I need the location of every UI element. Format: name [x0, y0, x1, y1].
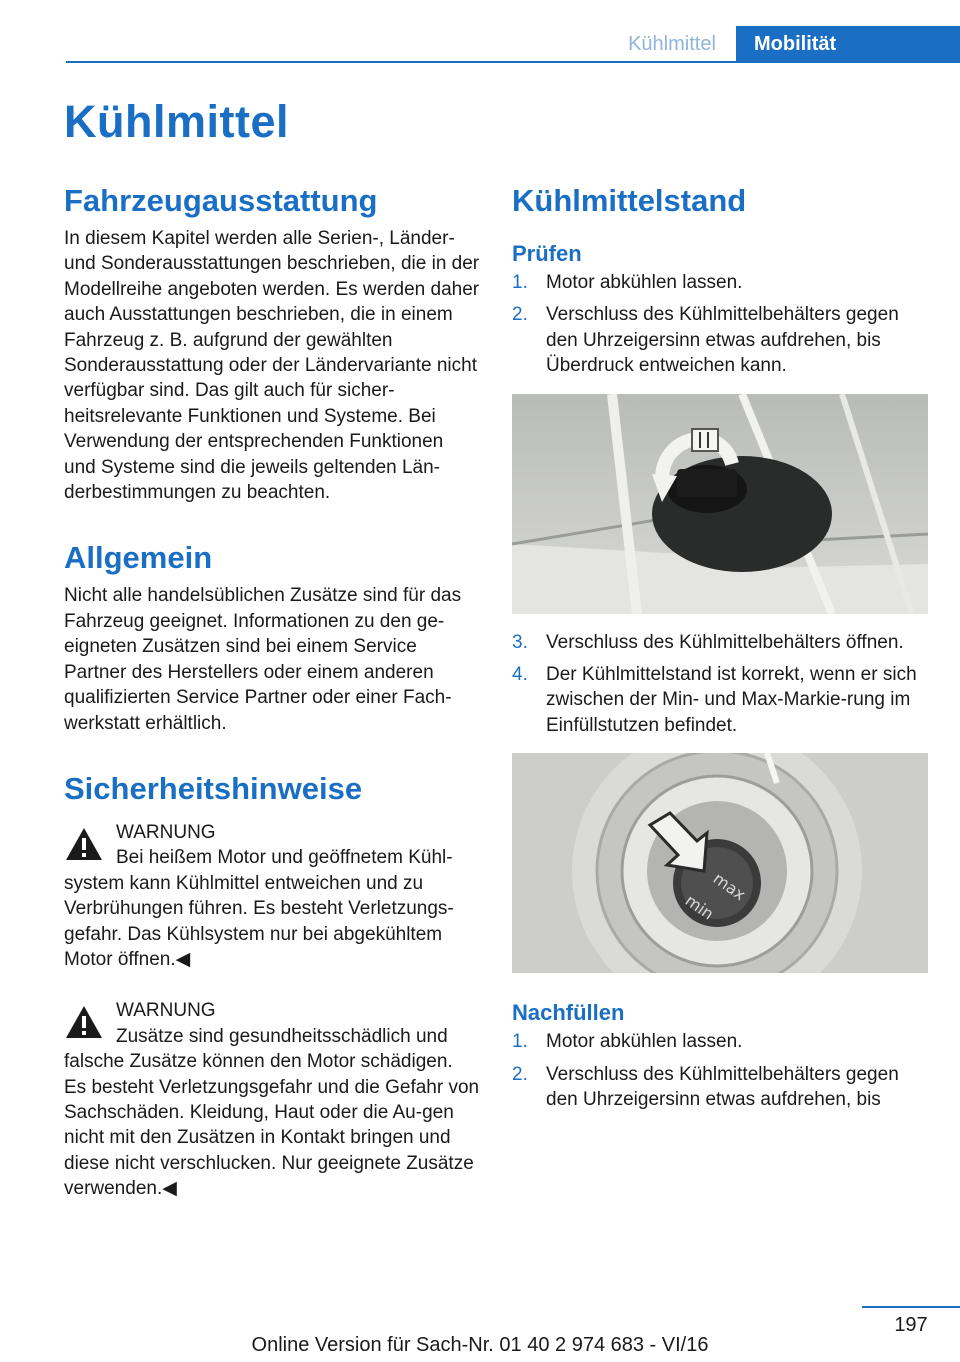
left-column	[64, 176, 480, 1202]
heading-nachfuellen: Nachfüllen	[512, 1000, 625, 1026]
footer-rule	[862, 1306, 960, 1308]
list-item: 1. Motor abkühlen lassen.	[512, 1031, 743, 1053]
list-item: 2. Verschluss des Kühlmittelbehälters gegen den Uhrzeigersinn etwas aufdrehen, bis	[512, 1063, 899, 1111]
page-title: Kühlmittel	[64, 96, 289, 147]
figure-coolant-cap-opening	[512, 394, 928, 614]
paragraph-allgemein: Nicht alle handelsüblichen Zusätze sind für das Fahrzeug geeignet. Informationen zu den ge‐eigneten Zusätzen sind bei einem Service Partner des Herstellers oder einem anderen qualifizierten Service Partner oder einer Fach‐werkstatt erhältlich.	[64, 585, 462, 734]
warning-text-line1: Bei heißem Motor und geöffnetem Kühl‐	[116, 847, 453, 869]
figure-label-min: min	[681, 890, 718, 924]
figure-label-max: max	[709, 868, 750, 905]
heading-fahrzeugausstattung: Fahrzeugausstattung	[64, 183, 378, 218]
steps-pruefen-a	[512, 270, 930, 379]
heading-pruefen: Prüfen	[512, 241, 582, 266]
warning-triangle-icon	[64, 826, 104, 862]
online-version-note: Online Version für Sach-Nr. 01 40 2 974 683 - VI/16	[251, 1334, 709, 1356]
warning-text: falsche Zusätze können den Motor schädigen. Es besteht Verletzungsgefahr und die Gefahr von Sachschäden. Kleidung, Haut oder die Au‐gen nicht mit den Zusätzen in Kontakt bringen und diese nicht verschlucken. Nur geeignete Zusätze verwenden.◀	[64, 1051, 480, 1200]
list-item: 2. Verschluss des Kühlmittelbehälters gegen den Uhrzeigersinn etwas aufdrehen, bis Überdruck entweichen kann.	[512, 304, 899, 377]
page-number: 197	[894, 1314, 928, 1336]
warning-title: WARNUNG	[116, 821, 216, 843]
warning-title: WARNUNG	[116, 1000, 216, 1022]
warning-text-line1: Zusätze sind gesundheitsschädlich und	[116, 1025, 448, 1047]
list-item: 1. Motor abkühlen lassen.	[512, 272, 743, 293]
warning-block-1	[64, 814, 480, 972]
heading-sicherheitshinweise: Sicherheitshinweise	[64, 770, 363, 806]
warning-block-2	[64, 992, 480, 1201]
list-item: 3. Verschluss des Kühlmittelbehälters öffnen.	[512, 631, 904, 653]
header-tab-chapter: Mobilität	[736, 26, 960, 62]
figure-coolant-filler-neck	[512, 753, 928, 973]
heading-allgemein: Allgemein	[64, 540, 213, 576]
steps-nachfuellen	[512, 1029, 930, 1112]
header-rule	[66, 61, 960, 63]
right-column	[512, 176, 930, 1119]
header-tab-section: Kühlmittel	[628, 33, 716, 55]
paragraph-fahrzeugausstattung: In diesem Kapitel werden alle Serien-, Länder- und Sonderausstattungen beschrieben, die in der Modellreihe angeboten werden. Es werden daher auch Ausstattungen beschrieben, die in einem Fahrzeug z. B. aufgrund der gewählten Sonderausstattung oder der Ländervariante nicht verfügbar sind. Das gilt auch für sicher‐heitsrelevante Funktionen und Systeme. Bei Verwendung der entsprechenden Funktionen und Systeme sind die jeweils geltenden Län‐derbestimmungen zu beachten.	[64, 228, 480, 504]
steps-pruefen-b	[512, 630, 930, 739]
warning-text: system kann Kühlmittel entweichen und zu Verbrühungen führen. Es besteht Verletzungs‐gefahr. Das Kühlsystem nur bei abgekühltem Motor öffnen.◀	[64, 872, 454, 970]
heading-kuehlmittelstand: Kühlmittelstand	[512, 183, 747, 218]
list-item: 4. Der Kühlmittelstand ist korrekt, wenn er sich zwischen der Min- und Max-Markie‐rung im Einfüllstutzen befindet.	[512, 664, 917, 736]
warning-triangle-icon	[64, 1004, 104, 1040]
